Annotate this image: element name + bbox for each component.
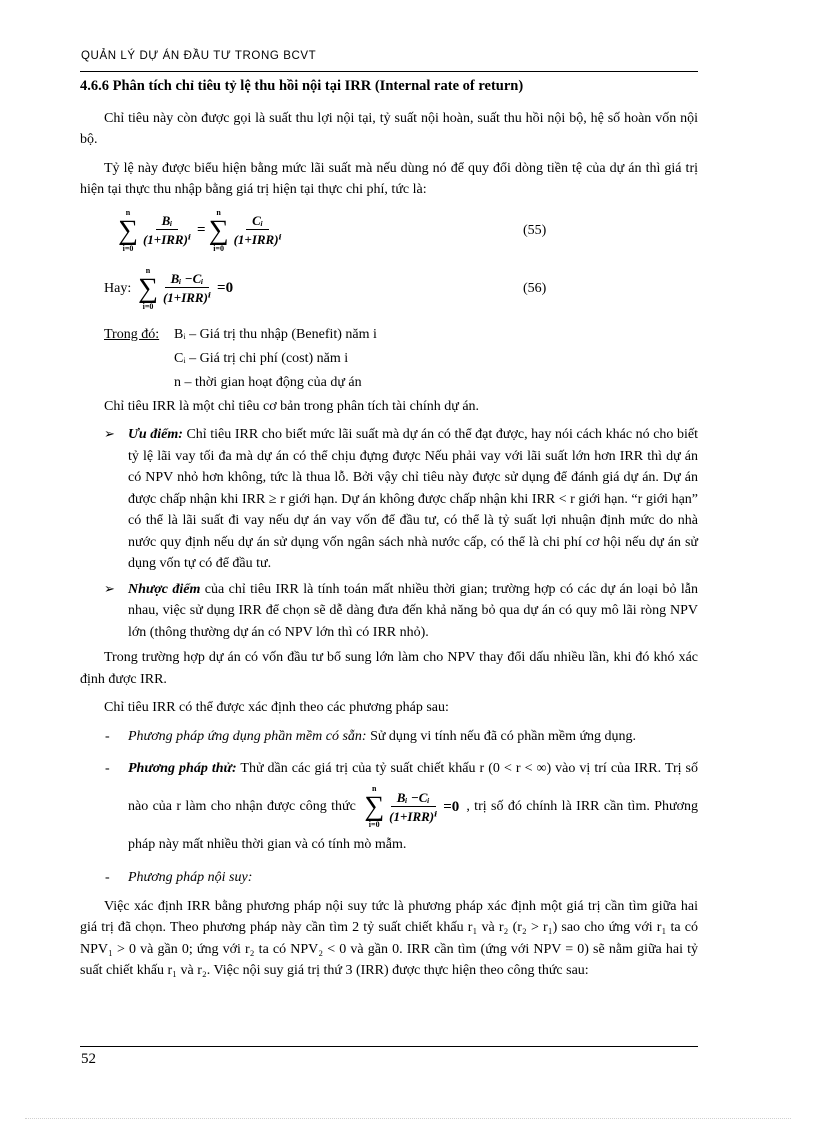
method-text: Thử dần các giá trị của tỷ suất chiết khấu r (0 < r < ∞) vào vị trí của IRR. Trị số nào của r làm cho nhận được công thức — [128, 761, 698, 815]
fraction-net: $\frac{\text{Bᵢ −Cᵢ}}{\text{(1+IRR)ⁱ}}$ — [389, 789, 438, 824]
page-content — [80, 76, 698, 989]
equation-lead-text: Hay: — [104, 280, 132, 296]
method-text: Sử dụng vi tính nếu đã có phần mềm ứng dụng. — [366, 728, 637, 744]
definition-item: n – thời gian hoạt động của dự án — [174, 374, 362, 390]
fraction-net: $\frac{\text{Bᵢ −Cᵢ}}{\text{(1+IRR)ⁱ}}$ — [162, 271, 212, 305]
paragraph-definition: Chỉ tiêu này còn được gọi là suất thu lợi nội tại, tỷ suất nội hoàn, suất thu hồi nội bộ, hệ số hoàn vốn nội bộ. — [80, 110, 698, 147]
method-software: - Phương pháp ứng dụng phần mềm có sẵn: Sử dụng vi tính nếu đã có phần mềm ứng dụng. — [105, 728, 637, 744]
fraction-benefit: $\frac{\text{Bᵢ}}{\text{(1+IRR)ⁱ}}$ — [142, 213, 192, 247]
sum-symbol: n ∑ i=0 — [364, 784, 385, 829]
equation-number: (55) — [523, 222, 547, 238]
arrow-bullet-icon: ➢ — [104, 427, 115, 442]
method-name: Phương pháp nội suy: — [128, 870, 253, 885]
advantages-item — [80, 424, 698, 575]
equation-55 — [80, 208, 698, 256]
arrow-bullet-icon: ➢ — [104, 581, 115, 597]
method-trial: - Phương pháp thử: Thử dần các giá trị của tỷ suất chiết khấu r (0 < r < ∞) vào vị trí của IRR. Trị số nào của r làm cho nhận được công thức n ∑ i=0 $\frac{\text{Bᵢ −Cᵢ}}{\text{(1+IRR)ⁱ}}$ =0 , trị số đó chính là IRR cần tìm. Phương pháp này mất nhiều thời gian và có tính mò mẫm. — [105, 761, 698, 852]
sum-symbol: n ∑ i=0 — [118, 207, 138, 253]
advantages-text: Chỉ tiêu IRR cho biết mức lãi suất mà dự án có thể đạt được, hay nói cách khác nó cho biết tỷ lệ lãi vay tối đa mà dự án có thể chịu đựng được Nếu phải vay với lãi suất lớn hơn IRR thì dự án có NPV nhỏ hơn không, tức là thua lỗ. Bởi vậy chỉ tiêu này được sử dụng để đánh giá dự án. Dự án được chấp nhận khi IRR ≥ r giới hạn. Dự án không được chấp nhận khi IRR < r giới hạn. “r giới hạn” có thể là lãi suất đi vay nếu dự án vay vốn để đầu tư, có thể là tỷ suất lợi nhuận định mức do nhà nước quy định nếu dự án sử dụng vốn ngân sách nhà nước cấp, có thể là chi phí cơ hội nếu dự án sử dụng vốn tự có để đầu tư. — [128, 427, 698, 571]
page-number: 52 — [81, 1051, 96, 1067]
inline-equation: n ∑ i=0 $\frac{\text{Bᵢ −Cᵢ}}{\text{(1+IRR)ⁱ}}$ =0 — [364, 784, 460, 829]
running-header: QUẢN LÝ DỰ ÁN ĐẦU TƯ TRONG BCVT — [81, 50, 317, 62]
paragraph-expression: Tỷ lệ này được biểu hiện bằng mức lãi suất mà nếu dùng nó để quy đổi dòng tiền tệ của dự án thì giá trị hiện tại thực thu nhập bằng giá trị hiện tại thực chi phí, tức là: — [80, 160, 698, 197]
sum-symbol: n ∑ i=0 — [208, 207, 229, 253]
definition-item: Cᵢ – Giá trị chi phí (cost) năm i — [174, 350, 349, 366]
definitions-block — [80, 324, 698, 393]
disadvantages-text: của chỉ tiêu IRR là tính toán mất nhiều thời gian; trường hợp có các dự án loại bỏ lẫn nhau, việc sử dụng IRR để chọn sẽ dễ dàng đưa đến khả năng bỏ qua dự án có quy mô lãi ròng NPV lớn (thông thường dự án có NPV lớn thì có IRR nhỏ). — [128, 581, 698, 640]
paragraph-methods-intro: Chỉ tiêu IRR có thể được xác định theo các phương pháp sau: — [104, 700, 449, 715]
disadvantages-item — [80, 579, 698, 644]
footer-rule — [80, 1046, 698, 1047]
disadvantages-term: Nhược điểm — [128, 581, 201, 597]
advantages-term: Ưu điểm: — [128, 427, 183, 442]
method-name: Phương pháp ứng dụng phần mềm có sẵn: — [128, 728, 367, 744]
method-text: , trị số đó chính là IRR cần tìm. Phương pháp này mất nhiều thời gian và có tính mò mẫm. — [128, 799, 698, 852]
sum-symbol: n ∑ i=0 — [138, 265, 158, 311]
equation-56 — [80, 266, 698, 314]
paragraph-npv-sign: Trong trường hợp dự án có vốn đầu tư bổ sung lớn làm cho NPV thay đổi dấu nhiều lần, khi đó khó xác định được IRR. — [80, 650, 698, 687]
fraction-cost: $\frac{\text{Cᵢ}}{\text{(1+IRR)ⁱ}}$ — [233, 213, 282, 247]
paragraph-interpolation: Việc xác định IRR bằng phương pháp nội suy tức là phương pháp xác định một giá trị cần tìm giữa hai giá trị đã chọn. Theo phương pháp này cần tìm 2 tỷ suất chiết khấu r₁ và r₂ (r₂ > r₁) sao cho ứng với r₁ ta có NPV₁ > 0 và gần 0; ứng với r₂ ta có NPV₂ < 0 và gần 0. IRR cần tìm (ứng với NPV = 0) sẽ nằm giữa hai tỷ suất chiết khấu r₁ và r₂. Việc nội suy giá trị thứ 3 (IRR) được thực hiện theo công thức sau: — [80, 898, 698, 978]
header-rule — [80, 71, 698, 72]
section-heading: 4.6.6 Phân tích chỉ tiêu tỷ lệ thu hồi nội tại IRR (Internal rate of return) — [80, 78, 524, 94]
definitions-label: Trong đó: — [104, 326, 160, 342]
method-interpolation: - Phương pháp nội suy: — [105, 870, 253, 885]
method-name: Phương pháp thử: — [128, 761, 237, 776]
definition-item: Bᵢ – Giá trị thu nhập (Benefit) năm i — [174, 326, 377, 342]
equation-number: (56) — [523, 280, 547, 296]
page-edge-dotted-line — [25, 1118, 791, 1119]
equation-56-body: n ∑ i=0 $\frac{\text{Bᵢ −Cᵢ}}{\text{(1+IRR)ⁱ}}$ =0 — [138, 265, 234, 311]
equation-55-body: n ∑ i=0 $\frac{\text{Bᵢ}}{\text{(1+IRR)ⁱ}}$ = n ∑ i=0 $\frac{\text{Cᵢ}}{\text{(1+IRR)ⁱ}}$ — [118, 207, 282, 253]
paragraph-basic: Chỉ tiêu IRR là một chỉ tiêu cơ bản trong phân tích tài chính dự án. — [104, 398, 480, 414]
